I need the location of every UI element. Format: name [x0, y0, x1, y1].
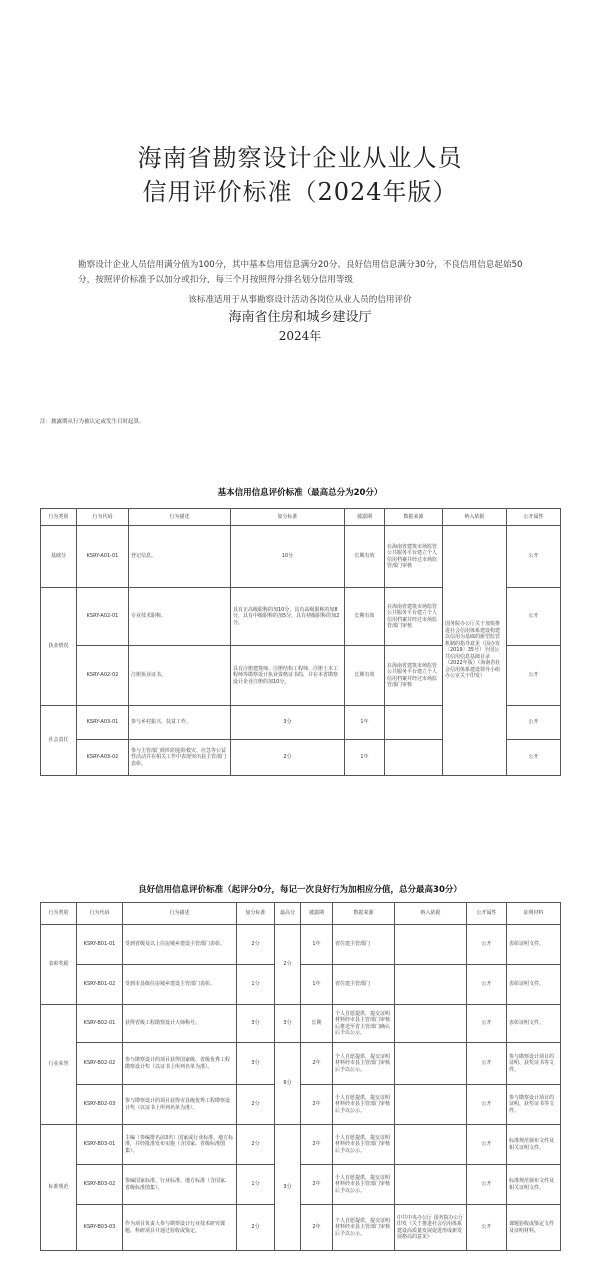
applies-statement: 该标准适用于从事勘察设计活动各岗位从业人员的信用评价 — [188, 295, 412, 305]
desc-cell: 作为项目负责人参与勘察设计行业技术研究课题、科研项目并通过验收或鉴定。 — [123, 1205, 237, 1251]
issuing-department: 海南省住房和城乡建设厅 — [228, 310, 372, 325]
desc-cell: 参与勘察设计的项目获得市县级优秀工程勘察设计奖（以证书上所列名单为准）。 — [123, 1085, 237, 1125]
public-cell: 公开 — [507, 706, 561, 740]
header-cell: 行为描述 — [123, 903, 237, 925]
source-cell: 个人自愿提供，提交证明材料经市县主管部门审核后予以公示。 — [333, 1165, 395, 1205]
table-row — [41, 526, 561, 588]
proof-cell: 表彰证明文件。 — [507, 925, 561, 965]
basic-table-caption: 基本信用信息评价标准（最高总分为20分） — [217, 488, 383, 498]
score-cell: 3分 — [231, 706, 345, 740]
basis-cell: 国务院办公厅关于加快推进社会信用体系建设构建以信用为基础的新型监管机制的指导意见（国办发〔2019〕35号）全国公共信用信息基础目录（2022年版）（海南省社会信用体系建设领导小组办公室关于印发） — [443, 526, 507, 776]
desc-cell: 专业技术职称。 — [129, 588, 231, 646]
source-cell: 个人自愿提供，提交证明材料经市县主管部门审核后予以公示。 — [333, 1085, 395, 1125]
public-cell: 公开 — [467, 1085, 507, 1125]
period-cell: 长期有效 — [345, 526, 385, 588]
code-cell: KSRY-A03-01 — [77, 706, 129, 740]
score-cell: 2分 — [231, 740, 345, 776]
header-cell: 证明材料 — [507, 903, 561, 925]
public-cell: 公开 — [507, 588, 561, 646]
header-cell: 加分标准 — [237, 903, 275, 925]
code-cell: KSRY-B02-02 — [77, 1043, 123, 1085]
table-row — [41, 1165, 561, 1205]
proof-cell: 标准规范颁布文件及相关证明文件。 — [507, 1165, 561, 1205]
code-cell: KSRY-B02-01 — [77, 1005, 123, 1043]
proof-cell: 参与勘察设计项目的证明、获奖证书等文件。 — [507, 1043, 561, 1085]
public-cell: 公开 — [467, 1043, 507, 1085]
source-cell: 个人自愿提供，提交证明材料经市县主管部门审核后予以公示。 — [333, 1205, 395, 1251]
code-cell: KSRY-B02-03 — [77, 1085, 123, 1125]
source-cell: 在海南省建筑市场监管公共服务平台建立个人信用档案并经过市场监管部门审核 — [385, 588, 443, 646]
doc-title-line2: 信用评价标准（2024年版） — [142, 178, 458, 206]
category-cell: 表彰奖励 — [41, 925, 77, 1005]
desc-cell: 受到省级及以上住房城乡建设主管部门表彰。 — [123, 925, 237, 965]
period-cell: 长期 — [301, 1005, 333, 1043]
score-cell: 3分 — [237, 1043, 275, 1085]
desc-cell: 受到市县级住房城乡建设主管部门表彰。 — [123, 965, 237, 1005]
source-cell — [385, 706, 443, 740]
header-cell: 行为类别 — [41, 509, 77, 526]
code-cell: KSRY-A02-01 — [77, 588, 129, 646]
period-cell: 1年 — [345, 740, 385, 776]
period-cell: 长期有效 — [345, 588, 385, 646]
period-cell: 2年 — [301, 1043, 333, 1085]
table-row — [41, 1205, 561, 1251]
period-cell: 长期有效 — [345, 646, 385, 706]
proof-cell: 参与勘察设计项目的证明、获奖证书等文件。 — [507, 1085, 561, 1125]
source-cell — [385, 740, 443, 776]
table-row — [41, 1125, 561, 1165]
public-cell: 公开 — [507, 646, 561, 706]
desc-cell: 注册执业证书。 — [129, 646, 231, 706]
header-cell: 行为描述 — [129, 509, 231, 526]
code-cell: KSRY-B01-02 — [77, 965, 123, 1005]
table-header-row — [41, 903, 561, 925]
good-table-caption: 良好信用信息评价标准（起评分0分，每记一次良好行为加相应分值，总分最高30分） — [138, 885, 462, 895]
code-cell: KSRY-A02-02 — [77, 646, 129, 706]
header-cell: 披露期 — [301, 903, 333, 925]
max-cell: 6分 — [275, 1043, 301, 1125]
public-cell: 公开 — [467, 965, 507, 1005]
score-cell: 3分 — [237, 1005, 275, 1043]
score-cell: 2分 — [237, 1085, 275, 1125]
header-cell: 公开属性 — [467, 903, 507, 925]
code-cell: KSRY-B03-03 — [77, 1205, 123, 1251]
doc-title-line1: 海南省勘察设计企业从业人员 — [137, 144, 463, 172]
source-cell: 在海南省建筑市场监管公共服务平台建立个人信用档案并经过市场监管部门审核 — [385, 646, 443, 706]
public-cell: 公开 — [507, 740, 561, 776]
desc-cell: 参与乡村振兴、扶贫工作。 — [129, 706, 231, 740]
period-cell: 2年 — [301, 1085, 333, 1125]
table-row — [41, 1043, 561, 1085]
table-row — [41, 925, 561, 965]
score-cell: 1分 — [237, 1165, 275, 1205]
proof-cell: 标准规范颁布文件及相关证明文件。 — [507, 1125, 561, 1165]
basis-cell — [395, 1165, 467, 1205]
desc-cell: 获得省级工程勘察设计大师称号。 — [123, 1005, 237, 1043]
public-cell: 公开 — [467, 1125, 507, 1165]
code-cell: KSRY-A03-02 — [77, 740, 129, 776]
period-cell: 1年 — [345, 706, 385, 740]
header-cell: 纳入依据 — [395, 903, 467, 925]
basis-cell — [395, 1085, 467, 1125]
basis-cell — [395, 1005, 467, 1043]
score-cell: 2分 — [237, 925, 275, 965]
source-cell: 个人自愿提供，提交证明材料经市县主管部门审核后予以公示。 — [333, 1125, 395, 1165]
code-cell: KSRY-B01-01 — [77, 925, 123, 965]
proof-cell: 表彰证明文件。 — [507, 1005, 561, 1043]
header-cell: 行为类别 — [41, 903, 77, 925]
category-cell: 社会责任 — [41, 706, 77, 776]
header-cell: 行为代码 — [77, 509, 129, 526]
header-cell: 公开属性 — [507, 509, 561, 526]
desc-cell: 主编（参编排名前3名）国家或行业标准、地方标准，并经批准发布实施（含国家、省级标准图集）。 — [123, 1125, 237, 1165]
desc-cell: 参与勘察设计的项目获得国家级、省级优秀工程勘察设计奖（以证书上所列名单为准）。 — [123, 1043, 237, 1085]
desc-cell: 参编国家标准、行业标准、地方标准（含国家、省级标准图集）。 — [123, 1165, 237, 1205]
max-cell: 3分 — [275, 1125, 301, 1251]
table-header-row — [41, 509, 561, 526]
category-cell: 标准规范 — [41, 1125, 77, 1251]
source-cell: 个人自愿提供，提交证明材料经市县主管部门审核后予以公示。 — [333, 1043, 395, 1085]
basis-cell — [395, 1043, 467, 1085]
public-cell: 公开 — [467, 1165, 507, 1205]
header-cell: 数据来源 — [333, 903, 395, 925]
header-cell: 纳入依据 — [443, 509, 507, 526]
public-cell: 公开 — [467, 1005, 507, 1043]
score-cell: 2分 — [237, 1125, 275, 1165]
period-cell: 2年 — [301, 1205, 333, 1251]
intro-paragraph: 勘察设计企业人员信用满分值为100分，其中基本信用信息满分20分、良好信用信息满分30分，不良信用信息起始50分，按照评价标准予以加分或扣分，每三个月按照得分排名划分信用等级 — [78, 260, 523, 285]
header-cell: 行为代码 — [77, 903, 123, 925]
source-cell: 省住建主管部门 — [333, 925, 395, 965]
score-cell: 具有注册建筑师、注册结构工程师、注册土木工程师等勘察设计执业资格证书的，并在本省勘察设计企业注册的加10分。 — [231, 646, 345, 706]
category-cell: 基础分 — [41, 526, 77, 588]
max-cell: 2分 — [275, 925, 301, 1005]
score-cell: 10分 — [231, 526, 345, 588]
period-cell: 1年 — [301, 925, 333, 965]
basis-cell — [395, 965, 467, 1005]
period-cell: 2年 — [301, 1165, 333, 1205]
desc-cell: 参与主管部门组织的抢险救灾、应急等公益性活动并在相关工作中表现突出获主管部门表彰。 — [129, 740, 231, 776]
public-cell: 公开 — [507, 526, 561, 588]
basis-cell: 中共中央办公厅 国务院办公厅印发《关于推进社会信用体系建设高质量发展促进形成新发展格局的意见》 — [395, 1205, 467, 1251]
desc-cell: 登记信息。 — [129, 526, 231, 588]
public-cell: 公开 — [467, 1205, 507, 1251]
public-cell: 公开 — [467, 925, 507, 965]
category-cell: 执业情况 — [41, 588, 77, 706]
score-cell: 2分 — [237, 1205, 275, 1251]
code-cell: KSRY-A01-01 — [77, 526, 129, 588]
basic-credit-table — [40, 508, 561, 776]
score-cell: 具有正高级职称的加10分，具有高级职称的加8分，具有中级职称的加5分，具有初级职称的加2分。 — [231, 588, 345, 646]
table-row — [41, 1005, 561, 1043]
basis-cell — [395, 925, 467, 965]
issue-year: 2024年 — [278, 329, 322, 343]
category-cell: 行业荣誉 — [41, 1005, 77, 1125]
source-cell: 个人自愿提供，提交证明材料经市县主管部门审核后推送至省主管部门确认后予以公示。 — [333, 1005, 395, 1043]
proof-cell: 课题验收或鉴定文件及证明材料。 — [507, 1205, 561, 1251]
proof-cell: 表彰证明文件。 — [507, 965, 561, 1005]
period-cell: 2年 — [301, 1125, 333, 1165]
header-cell: 数据来源 — [385, 509, 443, 526]
table-row — [41, 1085, 561, 1125]
disclosure-note: 注：披露期从行为被认定或发生日时起算。 — [40, 419, 145, 425]
header-cell: 最高分 — [275, 903, 301, 925]
basis-cell — [395, 1125, 467, 1165]
max-cell: 3分 — [275, 1005, 301, 1043]
period-cell: 1年 — [301, 965, 333, 1005]
table-row — [41, 965, 561, 1005]
source-cell: 在海南省建筑市场监管公共服务平台建立个人信用档案并经过市场监管部门审核 — [385, 526, 443, 588]
good-credit-table — [40, 902, 561, 1251]
score-cell: 1分 — [237, 965, 275, 1005]
header-cell: 加分标准 — [231, 509, 345, 526]
source-cell: 省住建主管部门 — [333, 965, 395, 1005]
header-cell: 披露期 — [345, 509, 385, 526]
code-cell: KSRY-B03-01 — [77, 1125, 123, 1165]
code-cell: KSRY-B03-02 — [77, 1165, 123, 1205]
